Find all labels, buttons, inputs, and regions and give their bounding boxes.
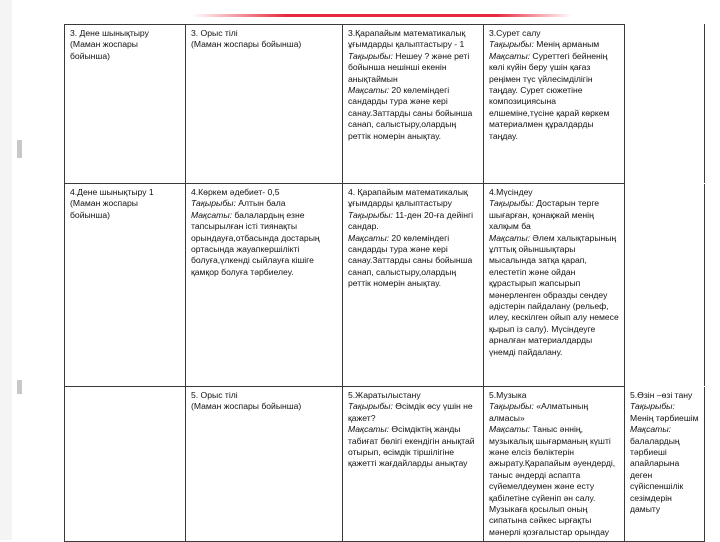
cell-line: [191, 198, 337, 209]
field-text: Суреттегі бейненің көлі күйін беру үшін қағаз реңімен түс үйлесімділігін таңдау. Сурет сюжетіне композициясына елшеміне,түсіне қарай көркем материалмен құралдарды таңдау.: [489, 50, 610, 141]
cell-line: [191, 390, 337, 401]
cell-line: [489, 390, 619, 401]
field-text: Өсімдік өсу үшін не қажет?: [348, 401, 473, 423]
field-text: 4.Көркем әдебиет- 0,5: [191, 187, 280, 197]
cell-line: [348, 233, 478, 290]
field-label: Тақырыбы:: [348, 209, 393, 220]
field-text: (Маман жоспары бойынша): [191, 401, 302, 412]
cell-line: [191, 210, 337, 278]
cell-line: [348, 424, 478, 470]
cell-line: [191, 28, 337, 39]
field-label: Мақсаты:: [191, 209, 233, 220]
table-row: [65, 184, 705, 387]
cell-line: [348, 187, 478, 210]
cell-line: [489, 233, 619, 358]
cell-line: [489, 39, 619, 50]
cell-line: [489, 28, 619, 39]
cell-line: [630, 401, 699, 424]
cell-line: [630, 390, 699, 401]
field-text: 20 көлеміндегі сандарды тура және кері санау.Заттарды саны бойынша санап, салыстыру,олардың реттік номерін анықтау.: [348, 232, 473, 289]
field-text: бойынша): [70, 209, 110, 220]
field-text: 3.Қарапайым математикалық ұғымдарды қалыптастыру - 1: [348, 28, 466, 50]
field-label: Мақсаты:: [489, 232, 531, 243]
field-label: Тақырыбы:: [348, 401, 393, 412]
field-text: Достарын терге шығарған, қонақжай менің халқым ба: [489, 198, 600, 232]
field-text: «Алматының алмасы»: [489, 401, 589, 423]
field-text: Өсімдіктің жанды табиғат бөлігі екендігін анықтай отырып, өсімдік тіршілігіне қажетті жағдайларды анықтау: [348, 424, 475, 469]
cell-line: [191, 187, 337, 198]
cell-line: [630, 424, 699, 515]
field-text: Менің арманым: [533, 39, 600, 50]
field-text: 20 көлеміндегі сандарды тура және кері санау.Заттарды саны бойынша санап, салыстыру,олардың реттік номерін анықтау.: [348, 85, 473, 141]
cell-line: [489, 198, 619, 232]
field-text: 3. Орыс тілі: [191, 28, 238, 38]
table-cell: [484, 387, 625, 542]
field-text: 4.Дене шынықтыру 1: [70, 187, 154, 197]
cell-line: [191, 39, 337, 50]
field-label: Мақсаты:: [489, 424, 531, 435]
field-label: Тақырыбы:: [489, 198, 534, 209]
table-row: [65, 387, 705, 542]
field-text: балалардың езне тапсырылған істі тиянақты орындауға,отбасында достарың ортасында жауапкершілікті болуға,үлкенді сыйлауға кішіге қамқор болуға тәрбиелеу.: [191, 209, 320, 277]
field-text: (Маман жоспары: [70, 39, 138, 50]
field-text: Менің тәрбиешім: [630, 412, 699, 423]
field-label: Мақсаты:: [630, 424, 672, 435]
field-text: балалардың тәрбиеші апайларына деген сүйіспеншілік сезімдерін дамыту: [630, 435, 684, 515]
table-cell: [186, 387, 343, 542]
table-cell: [625, 184, 705, 387]
table-cell: [186, 184, 343, 387]
field-text: 5.Өзін –өзі тану: [630, 390, 693, 400]
field-text: (Маман жоспары бойынша): [191, 39, 302, 50]
field-text: 4. Қарапайым математикалық ұғымдарды қалыптастыру: [348, 187, 468, 209]
field-label: Мақсаты:: [489, 50, 531, 61]
table-cell: [343, 184, 484, 387]
cell-line: [70, 210, 180, 221]
field-text: 5.Жаратылыстану: [348, 390, 421, 400]
cell-line: [191, 401, 337, 412]
cell-line: [348, 28, 478, 51]
table-cell: [625, 25, 705, 184]
cell-line: [348, 85, 478, 142]
slide-edge: [0, 0, 12, 540]
table-cell: [343, 25, 484, 184]
cell-line: [70, 39, 180, 50]
cell-line: [70, 198, 180, 209]
table-cell: [343, 387, 484, 542]
field-label: Тақырыбы:: [630, 401, 675, 412]
field-label: Тақырыбы:: [489, 401, 534, 412]
cell-line: [348, 401, 478, 424]
table-cell: [484, 25, 625, 184]
field-text: 4.Мүсіндеу: [489, 187, 533, 197]
cell-line: [70, 187, 180, 198]
cell-line: [70, 51, 180, 62]
table-row: [65, 25, 705, 184]
field-label: Тақырыбы:: [489, 39, 534, 50]
cell-line: [489, 51, 619, 142]
field-label: Тақырыбы:: [348, 50, 393, 61]
cell-line: [489, 401, 619, 424]
field-label: Мақсаты:: [348, 424, 390, 435]
table-cell: [625, 387, 705, 542]
field-text: 3. Дене шынықтыру: [70, 28, 149, 38]
top-accent-line: [192, 14, 572, 17]
field-text: бойынша): [70, 50, 110, 61]
field-text: Алтын бала: [235, 198, 286, 209]
cell-line: [489, 424, 619, 538]
table-cell: [65, 387, 186, 542]
table-cell: [65, 184, 186, 387]
field-label: Мақсаты:: [348, 85, 390, 96]
field-text: 3.Сурет салу: [489, 28, 541, 38]
field-text: 11-ден 20-ға дейінгі сандар.: [348, 209, 473, 232]
field-label: Тақырыбы:: [191, 198, 236, 209]
table-cell: [186, 25, 343, 184]
cell-line: [348, 210, 478, 233]
side-mark-top: [17, 140, 22, 158]
field-text: Нешеу ? және реті бойынша нешінші екенін анықтаймын: [348, 50, 470, 84]
cell-line: [489, 187, 619, 198]
cell-line: [70, 28, 180, 39]
lesson-plan-table: [64, 24, 705, 542]
field-label: Мақсаты:: [348, 232, 390, 243]
field-text: Таныс әннің, музыкалық шығарманың күшті және елсіз бөліктерін ажырату.Қарапайым әуендерді, таныс әндерді аспапта сүйемелдеумен және есту қабілетіне сүйеніп ән салу. Музыкаға қосылып оның сипатына сәйкес ырғақты мәнерлі қозғалыстар орындау: [489, 424, 616, 537]
field-text: 5. Орыс тілі: [191, 390, 238, 400]
field-text: (Маман жоспары: [70, 198, 138, 209]
table-cell: [484, 184, 625, 387]
field-text: 5.Музыка: [489, 390, 527, 400]
cell-line: [348, 390, 478, 401]
side-mark-bottom: [17, 380, 22, 394]
table-cell: [65, 25, 186, 184]
field-text: Әлем халықтарының ұлттық ойыншықтары мысалында затқа қарап, елестетіп және ойдан құрастырып жапсырып мәнерленген образды сендеу әдістерін пайдалану (рельеф, илеу, кескілген ойып алу немесе қырып із салу). Мүсіндеуге арналған материалдарды үнемді пайдалану.: [489, 232, 619, 357]
cell-line: [348, 51, 478, 85]
